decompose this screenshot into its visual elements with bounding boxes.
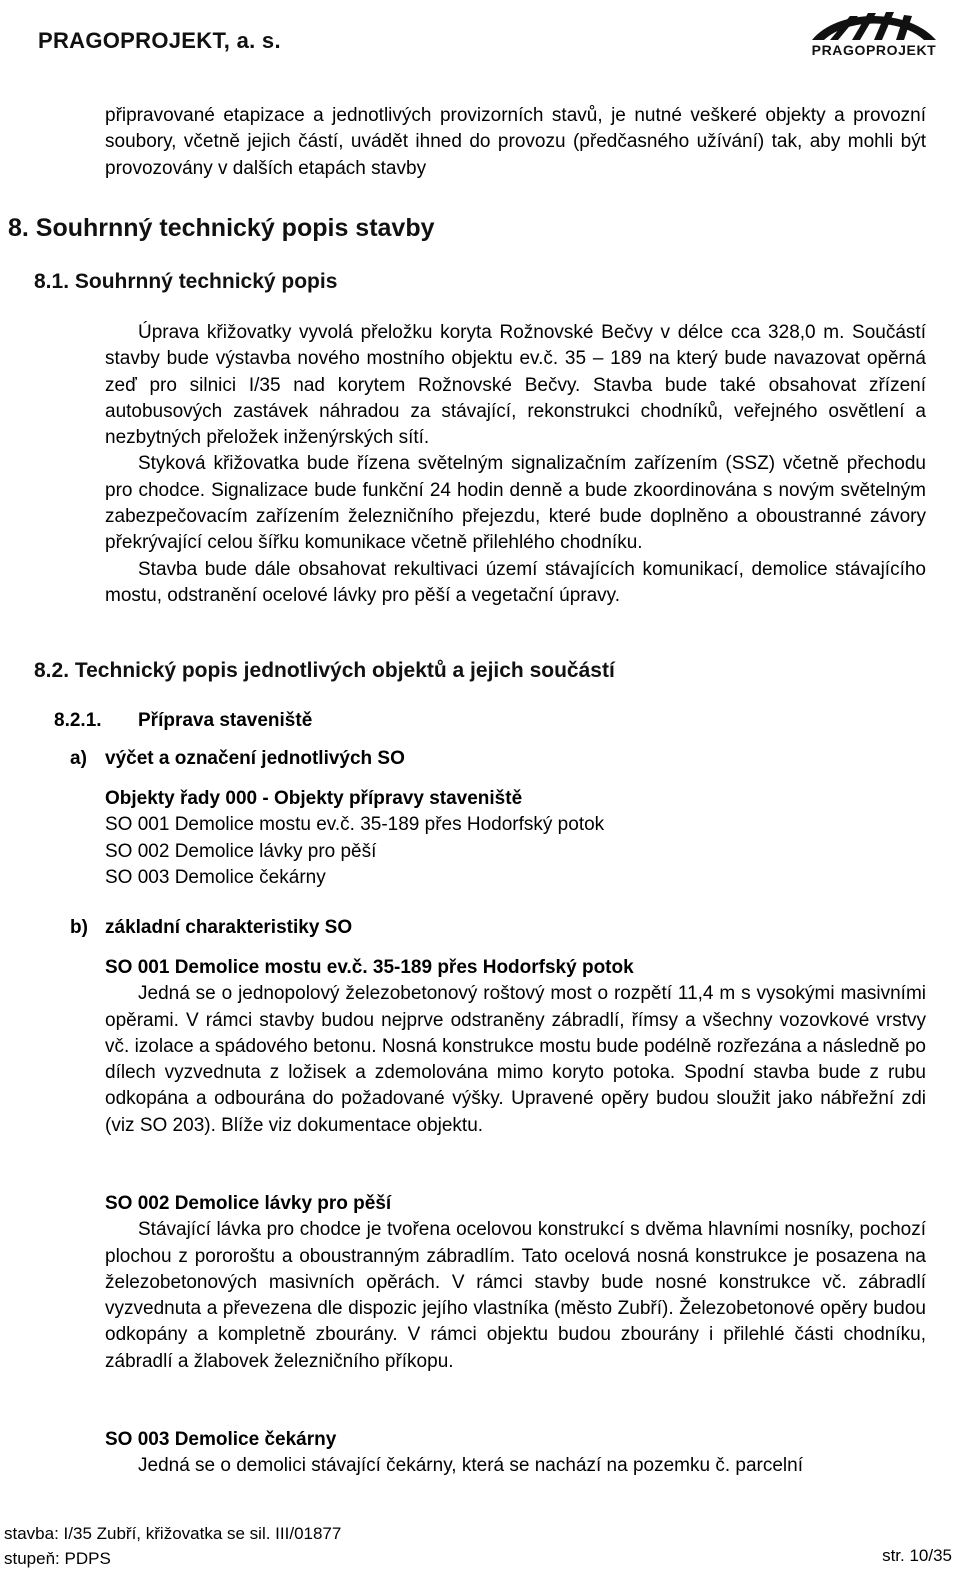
section-8-2-1-number: 8.2.1. — [54, 710, 102, 731]
so003-text: Jedná se o demolici stávající čekárny, která se nachází na pozemku č. parcelní — [138, 1455, 803, 1477]
so002-text: Stávající lávka pro chodce je tvořena ocelovou konstrukcí s dvěma hlavními nosníky, pochozí plochou z pororoštu a oboustranným zábradlím. Tato ocelová nosná konstrukce je posazena na železobetonových masivních opěrách. V rámci stavby bude nosné konstrukce vč. zábradlí vyzvednuta a převezena dle dispozic jejího vlastníka (město Zubří). Železobetonové opěry budou odkopány a kompletně zbourány. V rámci objektu budou zbourány i přilehlé části chodníku, zábradlí a žlabovek železničního příkopu. — [105, 1219, 926, 1372]
footer-stupen — [4, 1546, 341, 1571]
logo-mark-icon — [808, 4, 940, 42]
company-name: PRAGOPROJEKT, a. s. — [38, 28, 281, 53]
section-8-1-heading: 8.1. Souhrnný technický popis — [34, 270, 338, 293]
so001-text: Jedná se o jednopolový železobetonový roštový most o rozpětí 11,4 m s vysokými masivními opěrami. V rámci stavby budou nejprve odstraněny zábradlí, římsy a všechny vozovkové vrstvy vč. izolace a spádového betonu. Nosná konstrukce mostu bude podélně rozřezána a následně po dílech vyzvednuta z ložisek a zdemolována mimo koryto potoka. Spodní stavba bude z rubu odkopána a odbourána do požadované výšky. Upravené opěry budou sloužit jako nábřežní zdi (viz SO 203). Blíže viz dokumentace objektu. — [105, 983, 926, 1136]
so002-title: SO 002 Demolice lávky pro pěší — [105, 1193, 392, 1214]
so003-title: SO 003 Demolice čekárny — [105, 1429, 337, 1450]
group-title: Objekty řady 000 - Objekty přípravy staveniště — [105, 788, 523, 809]
page-number: str. 10/35 — [882, 1546, 952, 1565]
list-item: SO 003 Demolice čekárny — [105, 866, 326, 888]
so001-block — [105, 955, 926, 1139]
so003-block — [105, 1427, 926, 1480]
footer-stupen-value: PDPS — [64, 1549, 111, 1568]
footer-stupen-label: stupeň: — [4, 1549, 60, 1568]
intro-paragraph — [105, 103, 926, 182]
intro-text: připravované etapizace a jednotlivých provizorních stavů, je nutné veškeré objekty a provozní soubory, včetně jejich částí, uvádět ihned do provozu (předčasného užívání) tak, aby mohli být provozovány v dalších etapách stavby — [105, 105, 926, 179]
list-item: SO 002 Demolice lávky pro pěší — [105, 840, 377, 862]
so-list — [105, 786, 926, 891]
company-logo — [800, 4, 948, 62]
paragraph-2: Styková křižovatka bude řízena světelným signalizačním zařízením (SSZ) včetně přechodu pro chodce. Signalizace bude funkční 24 hodin denně a bude zkoordinována s novým světelným zabezpečovacím zařízením železničního přejezdu, které bude doplněno a oboustranné závory překrývající celou šířku komunikace včetně přilehlého chodníku. — [105, 453, 926, 554]
footer-stavba-label: stavba: — [4, 1524, 59, 1543]
section-8-2-heading: 8.2. Technický popis jednotlivých objektů a jejich součástí — [34, 659, 615, 682]
item-a-label: a) — [70, 748, 87, 769]
paragraph-1: Úprava křižovatky vyvolá přeložku koryta Rožnovské Bečvy v délce cca 328,0 m. Součástí stavby bude výstavba nového mostního objektu ev.č. 35 – 189 na který bude navazovat opěrná zeď pro silnici I/35 nad korytem Rožnovské Bečvy. Stavba bude také obsahovat zřízení autobusových zastávek náhradou za stávající, rekonstrukci chodníků, veřejného osvětlení a nezbytných přeložek inženýrských sítí. — [105, 322, 926, 449]
so001-title: SO 001 Demolice mostu ev.č. 35-189 přes Hodorfský potok — [105, 957, 634, 978]
item-b-title: základní charakteristiky SO — [105, 917, 353, 938]
footer-stavba — [4, 1521, 341, 1546]
section-8-1-body — [105, 320, 926, 609]
so002-block — [105, 1191, 926, 1375]
section-8-heading: 8. Souhrnný technický popis stavby — [8, 214, 435, 242]
paragraph-3: Stavba bude dále obsahovat rekultivaci území stávajících komunikací, demolice stávajícího mostu, odstranění ocelové lávky pro pěší a vegetační úpravy. — [105, 558, 926, 606]
item-b-label: b) — [70, 917, 88, 938]
item-a-title: výčet a označení jednotlivých SO — [105, 748, 405, 769]
footer-stavba-value: I/35 Zubří, křižovatka se sil. III/01877 — [63, 1524, 342, 1543]
footer-info — [4, 1521, 341, 1571]
list-item: SO 001 Demolice mostu ev.č. 35-189 přes Hodorfský potok — [105, 814, 605, 836]
logo-text: PRAGOPROJEKT — [811, 42, 937, 58]
section-8-2-1-title: Příprava staveniště — [138, 710, 313, 731]
